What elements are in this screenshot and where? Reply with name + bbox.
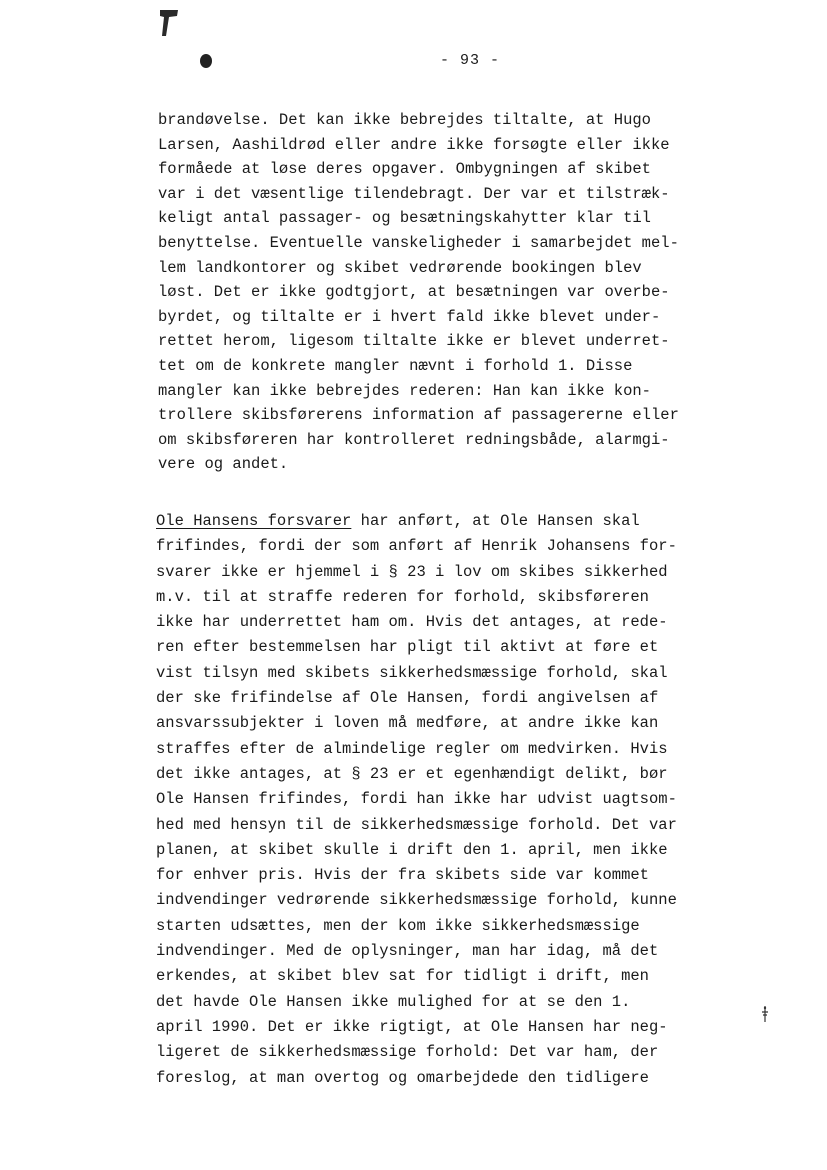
text-line: vist tilsyn med skibets sikkerhedsmæssige forhold, skal bbox=[156, 663, 668, 682]
text-line: indvendinger. Med de oplysninger, man har idag, må det bbox=[156, 942, 659, 961]
text-line: svarer ikke er hjemmel i § 23 i lov om skibes sikkerhed bbox=[156, 562, 668, 581]
text-line: Ole Hansen frifindes, fordi han ikke har udvist uagtsom- bbox=[156, 790, 677, 809]
text-line: vere og andet. bbox=[158, 455, 289, 474]
text-line: benyttelse. Eventuelle vanskeligheder i samarbejdet mel- bbox=[158, 233, 679, 252]
text-line: ikke har underrettet ham om. Hvis det antages, at rede- bbox=[156, 613, 668, 632]
text-line: planen, at skibet skulle i drift den 1. april, men ikke bbox=[156, 840, 668, 859]
text-line: keligt antal passager- og besætningskahytter klar til bbox=[158, 209, 651, 228]
text-line: april 1990. Det er ikke rigtigt, at Ole Hansen har neg- bbox=[156, 1017, 668, 1036]
text-line: ligeret de sikkerhedsmæssige forhold: Det var ham, der bbox=[156, 1043, 659, 1062]
text-line: straffes efter de almindelige regler om medvirken. Hvis bbox=[156, 739, 668, 758]
text-line: der ske frifindelse af Ole Hansen, fordi angivelsen af bbox=[156, 689, 659, 708]
text-line: brandøvelse. Det kan ikke bebrejdes tiltalte, at Hugo bbox=[158, 111, 651, 129]
text-line: lem landkontorer og skibet vedrørende bookingen blev bbox=[158, 258, 642, 277]
text-line: tet om de konkrete mangler nævnt i forhold 1. Disse bbox=[158, 356, 633, 375]
text-line: trollere skibsførerens information af passagererne eller bbox=[158, 406, 679, 425]
text-line: Larsen, Aashildrød eller andre ikke forsøgte eller ikke bbox=[158, 135, 670, 154]
text-line: erkendes, at skibet blev sat for tidligt i drift, men bbox=[156, 967, 649, 986]
paragraph-2 bbox=[156, 509, 677, 1091]
text-line: indvendinger vedrørende sikkerhedsmæssige forhold, kunne bbox=[156, 891, 677, 910]
punch-hole-mark bbox=[200, 54, 212, 68]
margin-annotation-mark bbox=[760, 1005, 770, 1023]
text-line-first bbox=[156, 509, 677, 534]
corner-scan-mark bbox=[158, 8, 180, 38]
text-line: det ikke antages, at § 23 er et egenhændigt delikt, bør bbox=[156, 764, 668, 783]
text-line: formåede at løse deres opgaver. Ombygningen af skibet bbox=[158, 160, 651, 179]
text-line: løst. Det er ikke godtgjort, at besætningen var overbe- bbox=[158, 283, 670, 302]
text-line: starten udsættes, men der kom ikke sikkerhedsmæssige bbox=[156, 916, 640, 935]
first-line-rest: har anført, at Ole Hansen skal bbox=[351, 512, 640, 530]
text-line: rettet herom, ligesom tiltalte ikke er blevet underret- bbox=[158, 332, 670, 351]
text-line: for enhver pris. Hvis der fra skibets side var kommet bbox=[156, 866, 649, 885]
paragraph-1 bbox=[158, 108, 679, 477]
text-line: m.v. til at straffe rederen for forhold, skibsføreren bbox=[156, 587, 649, 606]
text-line: det havde Ole Hansen ikke mulighed for at se den 1. bbox=[156, 992, 631, 1011]
text-line: om skibsføreren har kontrolleret redningsbåde, alarmgi- bbox=[158, 430, 670, 449]
text-line: ansvarssubjekter i loven må medføre, at andre ikke kan bbox=[156, 714, 659, 733]
text-line: byrdet, og tiltalte er i hvert fald ikke blevet under- bbox=[158, 307, 661, 326]
text-line: var i det væsentlige tilendebragt. Der var et tilstræk- bbox=[158, 184, 670, 203]
text-line: hed med hensyn til de sikkerhedsmæssige forhold. Det var bbox=[156, 815, 677, 834]
text-line: ren efter bestemmelsen har pligt til aktivt at føre et bbox=[156, 638, 659, 657]
text-line: mangler kan ikke bebrejdes rederen: Han kan ikke kon- bbox=[158, 381, 651, 400]
text-line: foreslog, at man overtog og omarbejdede den tidligere bbox=[156, 1068, 649, 1087]
page-number: - 93 - bbox=[440, 52, 501, 69]
text-line: frifindes, fordi der som anført af Henrik Johansens for- bbox=[156, 537, 677, 556]
paragraph-heading: Ole Hansens forsvarer bbox=[156, 512, 352, 530]
